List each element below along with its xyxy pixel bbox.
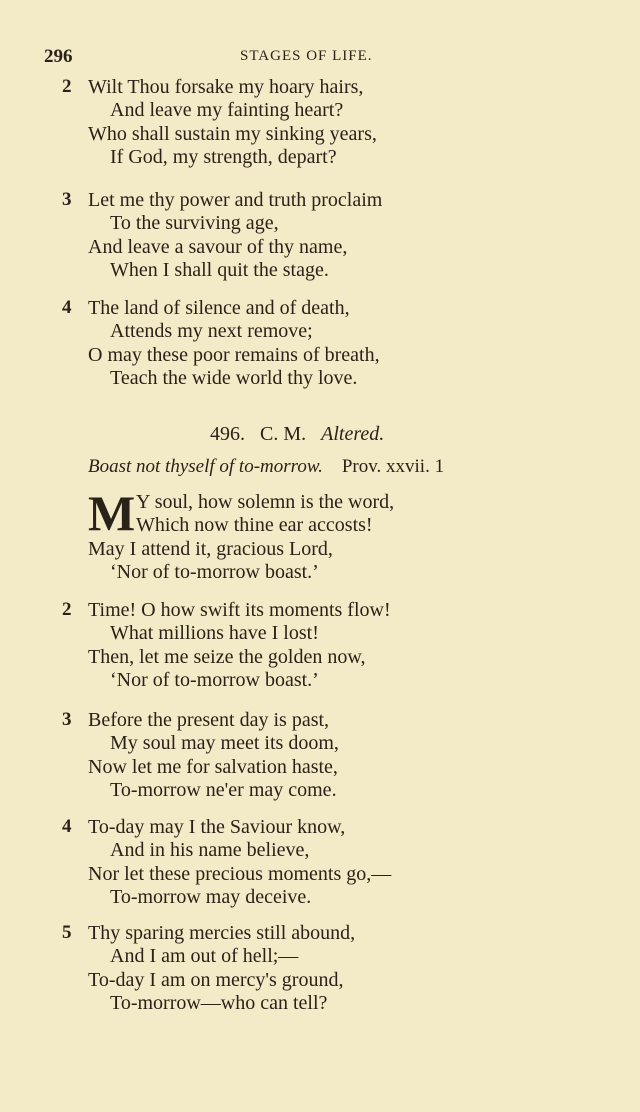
hymn-note: Altered.: [321, 423, 385, 445]
verse-line: What millions have I lost!: [110, 622, 319, 645]
page-number: 296: [44, 46, 73, 67]
verse-line: Wilt Thou forsake my hoary hairs,: [88, 76, 364, 98]
stanza-number: 2: [62, 599, 72, 620]
verse-line: ‘Nor of to-morrow boast.’: [110, 560, 319, 583]
verse-line: To-day may I the Saviour know,: [88, 816, 346, 838]
stanza-number: 5: [62, 922, 72, 943]
verse-line: Before the present day is past,: [88, 709, 330, 731]
verse-line: When I shall quit the stage.: [110, 258, 329, 281]
verse-line: Y soul, how solemn is the word,: [136, 491, 395, 513]
verse-line: And in his name believe,: [110, 839, 310, 862]
verse-line: ‘Nor of to-morrow boast.’: [110, 668, 319, 691]
verse-line: And leave a savour of thy name,: [88, 235, 348, 258]
verse-line: To-day I am on mercy's ground,: [88, 968, 344, 991]
verse-line: To-morrow may deceive.: [110, 885, 312, 908]
verse-line: And leave my fainting heart?: [110, 99, 344, 122]
hymn-meter: C. M.: [260, 423, 307, 445]
verse-line: O may these poor remains of breath,: [88, 343, 380, 366]
verse-line: To the surviving age,: [110, 212, 279, 235]
stanza-number: 2: [62, 76, 72, 97]
verse-line: If God, my strength, depart?: [110, 145, 337, 168]
verse-line: Which now thine ear accosts!: [136, 514, 373, 537]
stanza-number: 4: [62, 816, 72, 837]
verse-line: To-morrow—who can tell?: [110, 991, 328, 1014]
running-head: STAGES OF LIFE.: [240, 48, 373, 64]
verse-line: And I am out of hell;—: [110, 945, 299, 968]
drop-cap: M: [88, 485, 136, 541]
verse-line: Then, let me seize the golden now,: [88, 645, 366, 668]
verse-line: Let me thy power and truth proclaim: [88, 189, 383, 211]
verse-line: Time! O how swift its moments flow!: [88, 599, 391, 621]
scripture-reference: Prov. xxvii. 1: [341, 456, 445, 477]
verse-line: Thy sparing mercies still abound,: [88, 922, 356, 944]
stanza-number: 3: [62, 189, 72, 210]
verse-line: Who shall sustain my sinking years,: [88, 122, 377, 145]
verse-line: Attends my next remove;: [110, 320, 313, 343]
stanza-number: 3: [62, 709, 72, 730]
subtitle-text: Boast not thyself of to-morrow.: [88, 456, 323, 477]
stanza-number: 4: [62, 297, 72, 318]
hymn-heading: [210, 423, 384, 446]
verse-line: The land of silence and of death,: [88, 297, 350, 319]
verse-line: Nor let these precious moments go,—: [88, 862, 392, 885]
verse-line: May I attend it, gracious Lord,: [88, 537, 333, 560]
verse-line: To-morrow ne'er may come.: [110, 778, 337, 801]
verse-line: Now let me for salvation haste,: [88, 755, 338, 778]
verse-line: My soul may meet its doom,: [110, 732, 339, 755]
hymn-number: 496.: [210, 423, 245, 445]
hymn-subtitle: [88, 456, 444, 478]
verse-line: Teach the wide world thy love.: [110, 366, 358, 389]
